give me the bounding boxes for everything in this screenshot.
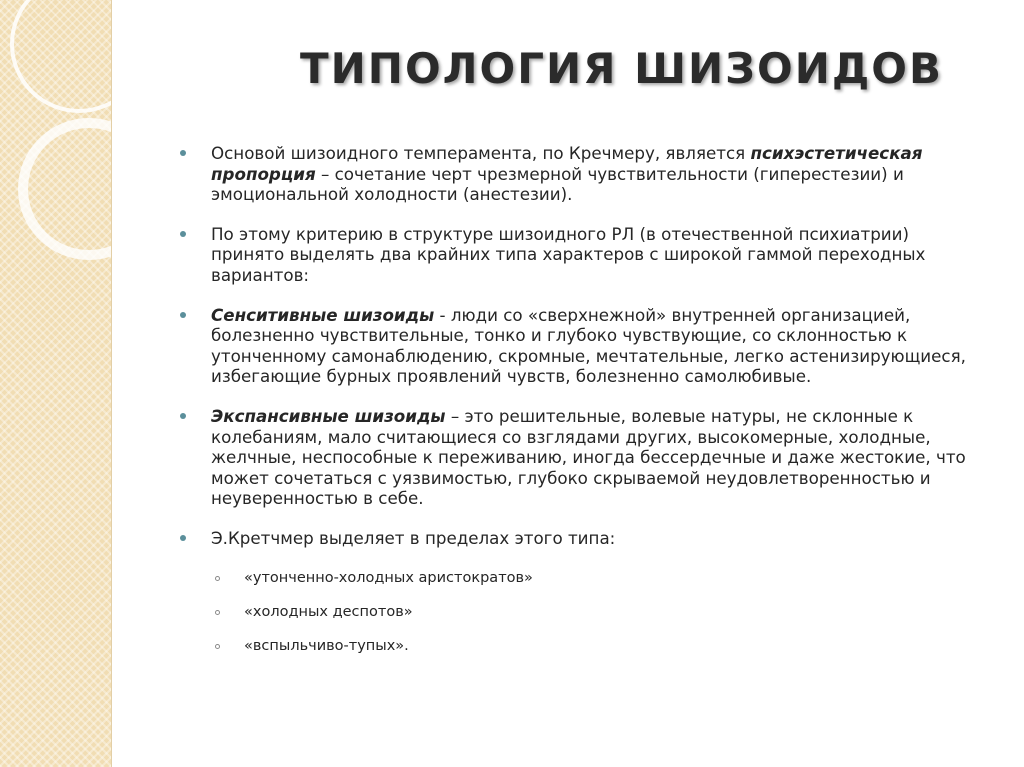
sub-list xyxy=(180,568,980,656)
sub-list-item xyxy=(180,568,980,588)
bullet-text: По этому критерию в структуре шизоидного РЛ (в отечественной психиатрии) принято выделять два крайних типа характеров с широкой гаммой переходных вариантов: xyxy=(211,223,926,285)
bullet-text: – сочетание черт чрезмерной чувствительности (гиперестезии) и эмоциональной холодности (анестезии). xyxy=(211,163,904,205)
slide-title: ТИПОЛОГИЯ ШИЗОИДОВ xyxy=(300,44,943,93)
bullet-dot-icon xyxy=(180,231,186,237)
sub-bullet-icon xyxy=(215,610,220,615)
bullet-item xyxy=(180,528,980,549)
bullet-dot-icon xyxy=(180,413,186,419)
bullet-item xyxy=(180,224,980,286)
decorative-side-panel xyxy=(0,0,112,767)
bullet-text: - люди со «сверхнежной» внутренней организацией, болезненно чувствительные, тонко и глубоко чувствующие, со склонностью к утонченному самонаблюдению, скромные, мечтательные, легко астенизирующиеся, избегающие бурных проявлений чувств, болезненно самолюбивые. xyxy=(211,304,966,387)
bullet-dot-icon xyxy=(180,535,186,541)
slide-content xyxy=(180,143,980,670)
emphasis-term: Экспансивные шизоиды xyxy=(211,405,446,426)
sub-bullet-icon xyxy=(215,576,220,581)
emphasis-term: психэстетическая пропорция xyxy=(211,143,923,184)
bullet-item xyxy=(180,143,980,205)
bullet-text: Основой шизоидного темперамента, по Кречмеру, является xyxy=(211,143,751,163)
decorative-ring xyxy=(10,0,112,113)
sub-item-text: «холодных деспотов» xyxy=(244,603,413,620)
bullet-item xyxy=(180,305,980,387)
sub-item-text: «вспыльчиво-тупых». xyxy=(244,637,409,654)
bullet-text: – это решительные, волевые натуры, не склонные к колебаниям, мало считающиеся со взглядами других, высокомерные, холодные, желчные, неспособные к переживанию, иногда бессердечные и даже жестокие, что может сочетаться с уязвимостью, глубоко скрываемой неудовлетворенностью и неуверенностью в себе. xyxy=(211,405,966,509)
emphasis-term: Сенситивные шизоиды xyxy=(211,304,435,325)
bullet-dot-icon xyxy=(180,312,186,318)
bullet-dot-icon xyxy=(180,150,186,156)
sub-list-item xyxy=(180,636,980,656)
bullet-item xyxy=(180,406,980,509)
decorative-ring xyxy=(18,118,112,260)
sub-list-item xyxy=(180,602,980,622)
bullet-text: Э.Кретчмер выделяет в пределах этого типа: xyxy=(211,527,616,548)
sub-bullet-icon xyxy=(215,644,220,649)
sub-item-text: «утонченно-холодных аристократов» xyxy=(244,569,533,586)
